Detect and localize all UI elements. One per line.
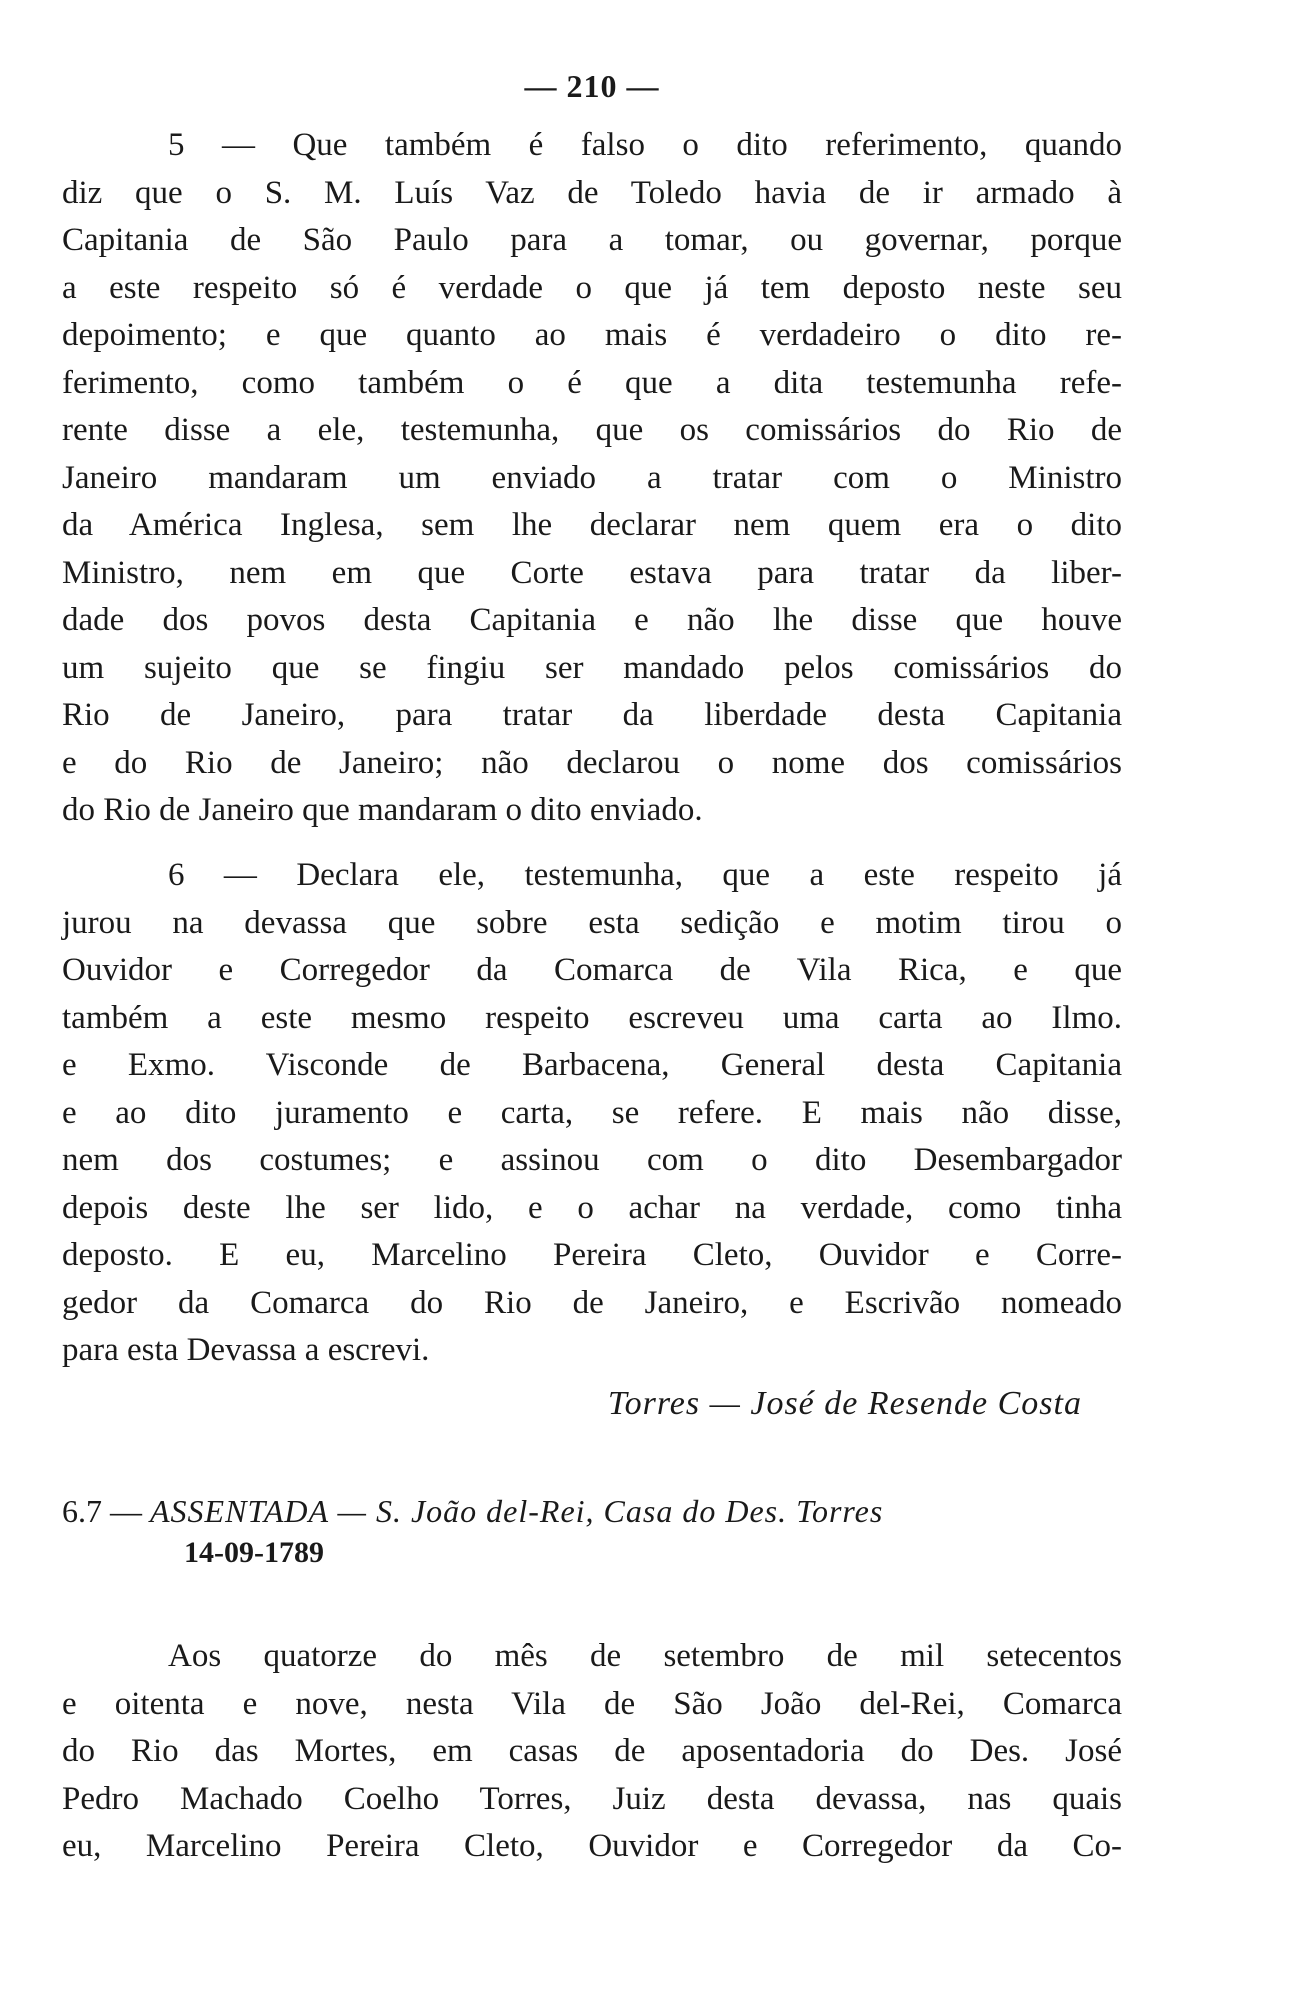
signature-line: Torres — José de Resende Costa: [607, 1385, 1082, 1422]
text-line: Rio de Janeiro, para tratar da liberdade desta Capitania: [62, 697, 1122, 733]
text-line: e oitenta e nove, nesta Vila de São João del-Rei, Comarca: [62, 1685, 1122, 1722]
text-line: eu, Marcelino Pereira Cleto, Ouvidor e Corregedor da Co-: [62, 1828, 1122, 1864]
text-line: e do Rio de Janeiro; não declarou o nome dos comissários: [62, 744, 1122, 781]
text-line: Pedro Machado Coelho Torres, Juiz desta devassa, nas quais: [62, 1780, 1122, 1817]
text-line: Janeiro mandaram um enviado a tratar com o Ministro: [62, 459, 1122, 496]
text-line: ferimento, como também o é que a dita testemunha refe-: [62, 364, 1122, 401]
text-line: do Rio das Mortes, em casas de aposentadoria do Des. José: [62, 1733, 1122, 1769]
text-line: 5 — Que também é falso o dito referimento, quando: [168, 127, 1122, 163]
text-line: dade dos povos desta Capitania e não lhe disse que houve: [62, 602, 1122, 638]
text-line: rente disse a ele, testemunha, que os comissários do Rio de: [62, 412, 1122, 448]
text-line: jurou na devassa que sobre esta sedição e motim tirou o: [62, 904, 1122, 941]
text-line: do Rio de Janeiro que mandaram o dito enviado.: [62, 792, 703, 828]
text-line: diz que o S. M. Luís Vaz de Toledo havia de ir armado à: [62, 174, 1122, 211]
text-line: e ao dito juramento e carta, se refere. E mais não disse,: [62, 1094, 1122, 1131]
section-date: 14-09-1789: [184, 1536, 324, 1569]
text-line: Aos quatorze do mês de setembro de mil setecentos: [168, 1638, 1122, 1674]
page-number: — 210 —: [524, 68, 660, 104]
text-line: um sujeito que se fingiu ser mandado pelos comissários do: [62, 649, 1122, 686]
text-line: Capitania de São Paulo para a tomar, ou governar, porque: [62, 222, 1122, 258]
paragraph-item-6: [62, 852, 1122, 1375]
text-line: Ouvidor e Corregedor da Comarca de Vila Rica, e que: [62, 952, 1122, 988]
text-line: deposto. E eu, Marcelino Pereira Cleto, Ouvidor e Corre-: [62, 1237, 1122, 1273]
text-line: também a este mesmo respeito escreveu uma carta ao Ilmo.: [62, 999, 1122, 1036]
text-line: depoimento; e que quanto ao mais é verdadeiro o dito re-: [62, 317, 1122, 353]
section-heading: [62, 1493, 1122, 1570]
text-line: a este respeito só é verdade o que já tem deposto neste seu: [62, 269, 1122, 306]
paragraph-item-5: [62, 122, 1122, 835]
paragraph-assentada: [62, 1633, 1122, 1871]
text-line: para esta Devassa a escrevi.: [62, 1332, 430, 1368]
text-line: depois deste lhe ser lido, e o achar na verdade, como tinha: [62, 1189, 1122, 1226]
section-title: ASSENTADA — S. João del-Rei, Casa do Des. Torres: [150, 1493, 884, 1529]
text-line: e Exmo. Visconde de Barbacena, General desta Capitania: [62, 1047, 1122, 1083]
text-line: Ministro, nem em que Corte estava para tratar da liber-: [62, 554, 1122, 591]
section-number: 6.7 —: [62, 1493, 142, 1529]
section-heading-line: [62, 1493, 1122, 1530]
text-line: da América Inglesa, sem lhe declarar nem quem era o dito: [62, 507, 1122, 543]
text-line: gedor da Comarca do Rio de Janeiro, e Escrivão nomeado: [62, 1284, 1122, 1321]
text-line: 6 — Declara ele, testemunha, que a este respeito já: [168, 857, 1122, 893]
text-line: nem dos costumes; e assinou com o dito Desembargador: [62, 1142, 1122, 1178]
